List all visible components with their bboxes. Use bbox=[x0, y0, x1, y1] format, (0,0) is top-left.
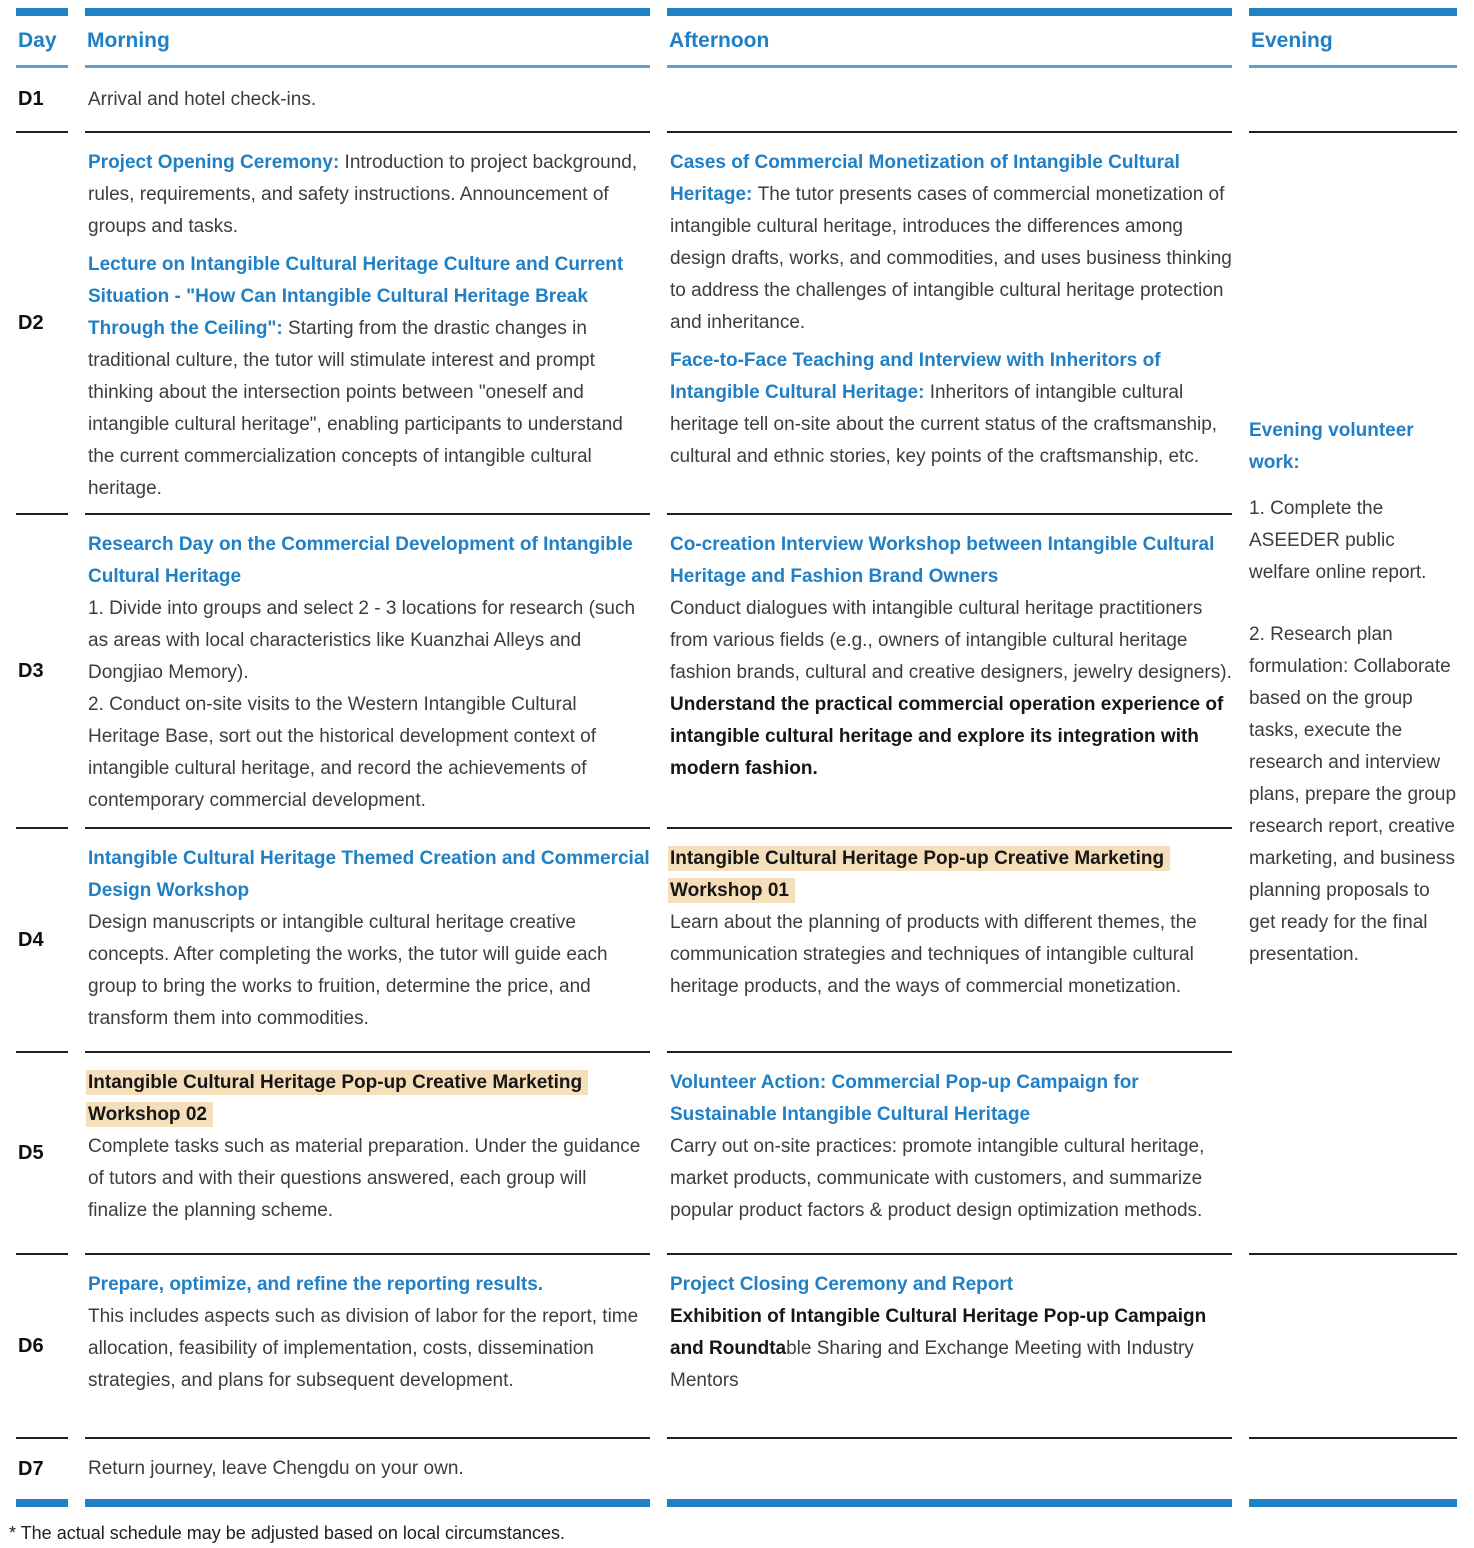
cell-d7-evening bbox=[1249, 1439, 1457, 1499]
highlighted-heading: Intangible Cultural Heritage Pop-up Creative Marketing Workshop 01 bbox=[668, 846, 1170, 903]
paragraph bbox=[670, 1131, 1232, 1227]
paragraph bbox=[88, 1269, 650, 1301]
paragraph bbox=[88, 1131, 650, 1227]
section-heading: Research Day on the Commercial Development of Intangible Cultural Heritage bbox=[88, 534, 633, 587]
body-text: Conduct dialogues with intangible cultural heritage practitioners from various fields (e.g., owners of intangible cultural heritage fashion brands, cultural and creative designers, jewelry designers). bbox=[670, 598, 1232, 683]
body-text: Learn about the planning of products with different themes, the communication strategies and techniques of intangible cultural heritage products, and the ways of commercial monetization. bbox=[670, 912, 1197, 997]
cell-d3-afternoon bbox=[667, 515, 1232, 829]
day-label-d5: D5 bbox=[16, 1053, 68, 1255]
cell-evening-volunteer-note bbox=[1249, 133, 1457, 1255]
column-header-morning: Morning bbox=[85, 8, 650, 68]
cell-d5-morning bbox=[85, 1053, 650, 1255]
section-heading: Co-creation Interview Workshop between Intangible Cultural Heritage and Fashion Brand Owners bbox=[670, 534, 1215, 587]
paragraph bbox=[670, 1067, 1232, 1131]
paragraph bbox=[88, 529, 650, 593]
paragraph bbox=[1249, 415, 1457, 479]
body-text: Carry out on-site practices: promote intangible cultural heritage, market products, communicate with customers, and summarize popular product factors & product design optimization methods. bbox=[670, 1136, 1205, 1221]
day-label-d2: D2 bbox=[16, 133, 68, 515]
paragraph bbox=[88, 1067, 588, 1131]
section-heading: Project Closing Ceremony and Report bbox=[670, 1274, 1014, 1295]
paragraph bbox=[88, 593, 650, 689]
body-text: 2. Research plan formulation: Collaborate based on the group tasks, execute the research and interview plans, prepare the group research report, creative marketing, and business planning proposals to get ready for the final presentation. bbox=[1249, 624, 1457, 965]
paragraph bbox=[670, 593, 1232, 785]
cell-d6-afternoon bbox=[667, 1255, 1232, 1439]
bottom-bar-afternoon bbox=[667, 1499, 1232, 1507]
paragraph bbox=[670, 1301, 1232, 1397]
day-label-d3: D3 bbox=[16, 515, 68, 829]
column-header-afternoon: Afternoon bbox=[667, 8, 1232, 68]
paragraph bbox=[670, 345, 1232, 473]
cell-d2-morning bbox=[85, 133, 650, 515]
paragraph bbox=[1249, 493, 1457, 589]
paragraph bbox=[670, 907, 1232, 1003]
section-heading: Intangible Cultural Heritage Themed Creation and Commercial Design Workshop bbox=[88, 848, 650, 901]
section-heading: Project Opening Ceremony: bbox=[88, 152, 345, 173]
paragraph bbox=[88, 689, 650, 817]
body-text: Design manuscripts or intangible cultural heritage creative concepts. After completing the works, the tutor will guide each group to bring the works to fruition, determine the price, and transform them into commodities. bbox=[88, 912, 608, 1029]
paragraph bbox=[88, 1301, 650, 1397]
cell-d4-morning bbox=[85, 829, 650, 1053]
body-text: This includes aspects such as division of labor for the report, time allocation, feasibility of implementation, costs, dissemination strategies, and plans for subsequent development. bbox=[88, 1306, 639, 1391]
paragraph bbox=[670, 147, 1232, 339]
footnote: * The actual schedule may be adjusted based on local circumstances. bbox=[9, 1523, 565, 1543]
bottom-bar-evening bbox=[1249, 1499, 1457, 1507]
cell-d7-afternoon bbox=[667, 1439, 1232, 1499]
day-label-d7: D7 bbox=[18, 1457, 44, 1480]
day-label-d4: D4 bbox=[16, 829, 68, 1053]
schedule-table bbox=[16, 8, 1456, 1507]
column-header-day: Day bbox=[16, 8, 68, 68]
paragraph bbox=[88, 907, 650, 1035]
bottom-bar-day bbox=[16, 1499, 68, 1507]
paragraph bbox=[88, 843, 650, 907]
paragraph bbox=[670, 1269, 1232, 1301]
cell-d2-afternoon bbox=[667, 133, 1232, 515]
emphasis-text: Exhibition of Intangible Cultural Heritage Pop-up Campaign and Roundta bbox=[670, 1306, 1207, 1359]
bottom-bar-morning bbox=[85, 1499, 650, 1507]
cell-d7-morning bbox=[85, 1439, 650, 1499]
body-text: 2. Conduct on-site visits to the Western Intangible Cultural Heritage Base, sort out the historical development context of intangible cultural heritage, and record the achievements of contemporary commercial development. bbox=[88, 694, 596, 811]
section-heading: Evening volunteer work: bbox=[1249, 420, 1414, 473]
cell-d6-evening bbox=[1249, 1255, 1457, 1439]
cell-d1-evening bbox=[1249, 68, 1457, 133]
body-text: Inheritors of intangible cultural heritage tell on-site about the current status of the craftsmanship, cultural and ethnic stories, key points of the craftsmanship, etc. bbox=[670, 382, 1218, 467]
body-text: The tutor presents cases of commercial monetization of intangible cultural heritage, introduces the differences among design drafts, works, and commodities, and uses business thinking to address the challenges of intangible cultural heritage protection and inheritance. bbox=[670, 184, 1232, 333]
body-text: 1. Divide into groups and select 2 - 3 locations for research (such as areas with local characteristics like Kuanzhai Alleys and Dongjiao Memory). bbox=[88, 598, 636, 683]
paragraph bbox=[1249, 619, 1457, 971]
cell-text: Arrival and hotel check-ins. bbox=[88, 88, 317, 110]
section-heading: Cases of Commercial Monetization of Intangible Cultural Heritage: bbox=[670, 152, 1180, 205]
cell-text: Return journey, leave Chengdu on your own. bbox=[88, 1458, 464, 1479]
day-label-d6: D6 bbox=[16, 1255, 68, 1439]
section-heading: Lecture on Intangible Cultural Heritage Culture and Current Situation - "How Can Intangible Cultural Heritage Break Through the Ceiling": bbox=[88, 254, 624, 339]
section-heading: Prepare, optimize, and refine the reporting results. bbox=[88, 1274, 544, 1295]
cell-d3-morning bbox=[85, 515, 650, 829]
paragraph bbox=[670, 843, 1170, 907]
body-text: ble Sharing and Exchange Meeting with Industry Mentors bbox=[670, 1338, 1194, 1391]
section-heading: Volunteer Action: Commercial Pop-up Campaign for Sustainable Intangible Cultural Heritage bbox=[670, 1072, 1139, 1125]
body-text: Introduction to project background, rules, requirements, and safety instructions. Announcement of groups and tasks. bbox=[88, 152, 638, 237]
highlighted-heading: Intangible Cultural Heritage Pop-up Creative Marketing Workshop 02 bbox=[86, 1070, 588, 1127]
section-heading: Face-to-Face Teaching and Interview with Inheritors of Intangible Cultural Heritage: bbox=[670, 350, 1161, 403]
cell-d5-afternoon bbox=[667, 1053, 1232, 1255]
cell-d4-afternoon bbox=[667, 829, 1232, 1053]
column-header-evening: Evening bbox=[1249, 8, 1457, 68]
emphasis-text: Understand the practical commercial operation experience of intangible cultural heritage and explore its integration with modern fashion. bbox=[670, 694, 1224, 779]
body-text: Complete tasks such as material preparation. Under the guidance of tutors and with their questions answered, each group will finalize the planning scheme. bbox=[88, 1136, 641, 1221]
paragraph bbox=[88, 147, 650, 243]
cell-d6-morning bbox=[85, 1255, 650, 1439]
day-label-d1: D1 bbox=[16, 68, 68, 133]
paragraph bbox=[670, 529, 1232, 593]
paragraph bbox=[88, 249, 650, 505]
cell-d1-afternoon bbox=[667, 68, 1232, 133]
body-text: 1. Complete the ASEEDER public welfare online report. bbox=[1249, 498, 1427, 583]
body-text: Starting from the drastic changes in traditional culture, the tutor will stimulate interest and prompt thinking about the intersection points between "oneself and intangible cultural heritage", enabling participants to understand the current commercialization concepts of intangible cultural heritage. bbox=[88, 318, 623, 499]
cell-d1-morning bbox=[85, 68, 650, 133]
